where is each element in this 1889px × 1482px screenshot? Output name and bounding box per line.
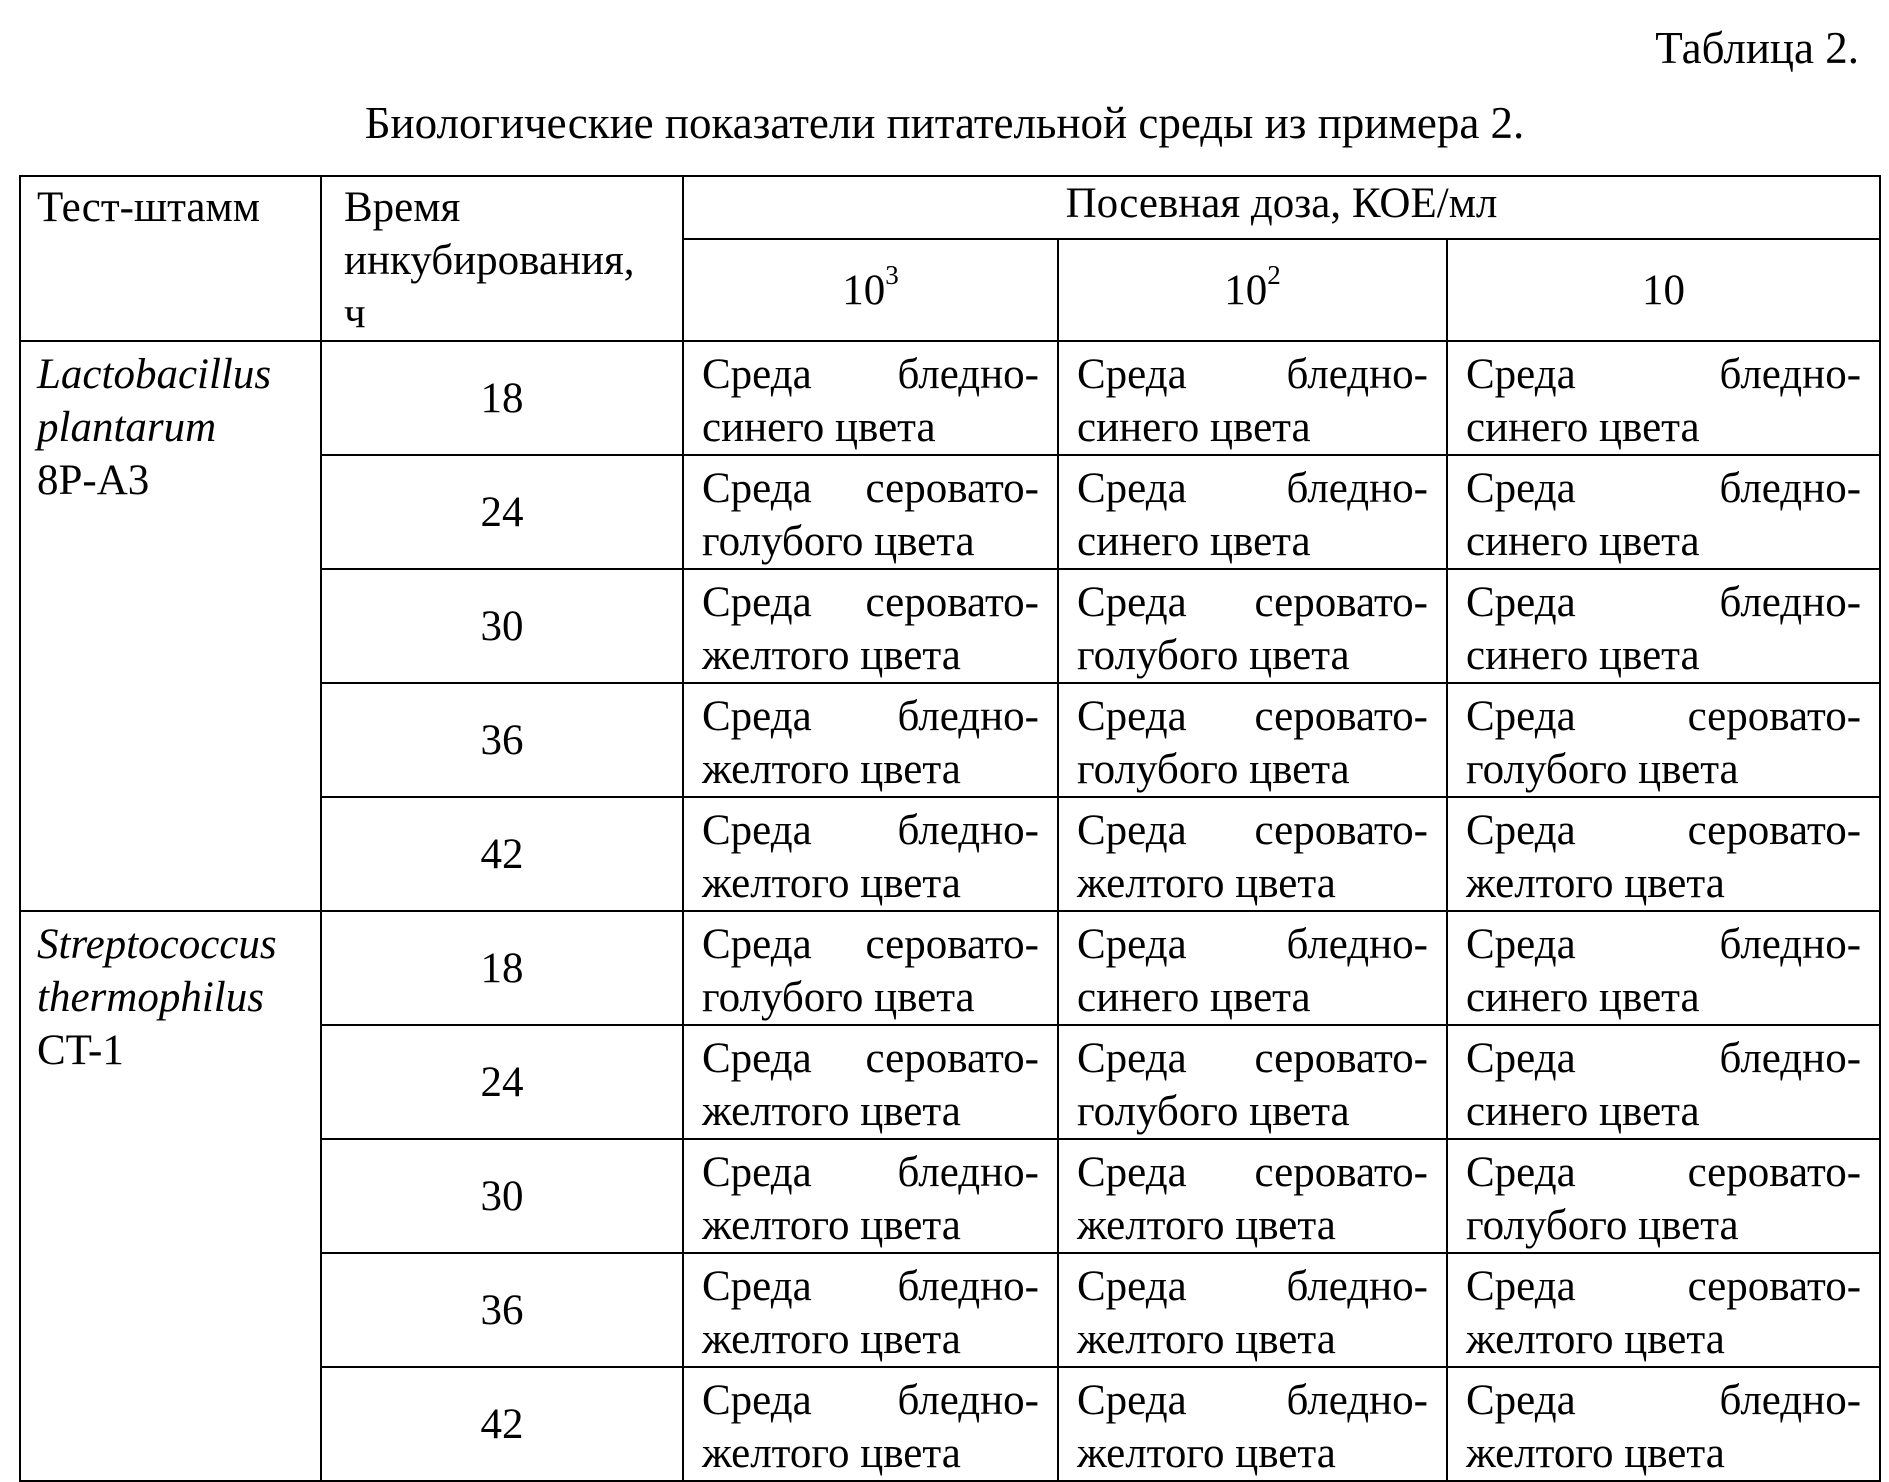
result-line-2: желтого цвета (1466, 860, 1725, 907)
result-line-1 (1077, 576, 1428, 629)
time-cell: 24 (321, 1025, 683, 1139)
result-cell (683, 1139, 1058, 1253)
result-cell (1058, 1139, 1447, 1253)
result-line-2: желтого цвета (702, 746, 961, 793)
result-cell (1447, 455, 1880, 569)
result-cell (683, 1253, 1058, 1367)
result-word-1: Среда (1077, 1263, 1187, 1310)
result-cell (683, 797, 1058, 911)
result-cell (1058, 455, 1447, 569)
strain-code: 8P-A3 (37, 457, 150, 504)
result-line-1 (1466, 1146, 1861, 1199)
time-cell: 42 (321, 1367, 683, 1481)
result-word-1: Среда (1077, 351, 1187, 398)
result-line-2: синего цвета (1466, 404, 1700, 451)
strain-genus: Lactobacillus (37, 351, 272, 398)
result-line-2: желтого цвета (1077, 860, 1336, 907)
header-dose-3 (1447, 239, 1880, 341)
result-line-1 (702, 1260, 1039, 1313)
result-cell (1447, 1139, 1880, 1253)
result-line-2: желтого цвета (1077, 1202, 1336, 1249)
time-cell: 42 (321, 797, 683, 911)
header-time-line3: ч (344, 290, 366, 337)
result-word-1: Среда (702, 693, 812, 740)
strain-code: CT-1 (37, 1027, 124, 1074)
result-word-2: бледно- (1719, 465, 1862, 512)
result-cell (1447, 569, 1880, 683)
result-line-1 (1466, 804, 1861, 857)
result-word-2: бледно- (1286, 465, 1428, 512)
result-word-2: бледно- (1286, 1263, 1428, 1310)
result-word-2: серовато- (1254, 1149, 1428, 1196)
result-cell (1447, 797, 1880, 911)
result-line-2: голубого цвета (1466, 1202, 1739, 1249)
result-cell (683, 341, 1058, 455)
strain-cell (20, 911, 321, 1481)
result-word-1: Среда (1077, 807, 1187, 854)
result-cell (1058, 911, 1447, 1025)
result-line-1 (702, 462, 1039, 515)
results-table (19, 175, 1881, 1482)
result-line-2: желтого цвета (702, 860, 961, 907)
result-word-1: Среда (702, 921, 812, 968)
result-word-2: серовато- (865, 921, 1039, 968)
result-word-1: Среда (702, 1149, 812, 1196)
result-word-2: бледно- (1719, 351, 1862, 398)
result-line-1 (1466, 348, 1861, 401)
result-line-2: синего цвета (1077, 404, 1311, 451)
dose-1-exp: 3 (885, 260, 899, 291)
result-word-1: Среда (1077, 1377, 1187, 1424)
result-cell (683, 683, 1058, 797)
result-word-1: Среда (702, 579, 812, 626)
result-line-1 (1466, 918, 1861, 971)
result-line-1 (702, 1146, 1039, 1199)
result-word-1: Среда (1466, 1149, 1576, 1196)
result-line-2: синего цвета (1077, 974, 1311, 1021)
result-cell (683, 1025, 1058, 1139)
result-line-2: голубого цвета (702, 518, 975, 565)
result-word-2: серовато- (1687, 807, 1862, 854)
result-line-2: голубого цвета (1077, 1088, 1350, 1135)
result-line-1 (1077, 1260, 1428, 1313)
result-line-1 (1077, 918, 1428, 971)
result-line-2: голубого цвета (1077, 746, 1350, 793)
time-cell: 24 (321, 455, 683, 569)
header-strain-label: Тест-штамм (37, 184, 260, 231)
table-title: Биологические показатели питательной среды из примера 2. (364, 98, 1525, 148)
result-cell (1058, 683, 1447, 797)
result-word-2: бледно- (1719, 579, 1862, 626)
result-line-1 (702, 804, 1039, 857)
result-line-2: желтого цвета (702, 632, 961, 679)
result-line-1 (1466, 462, 1861, 515)
result-word-1: Среда (1466, 351, 1576, 398)
result-word-2: серовато- (865, 579, 1039, 626)
result-word-1: Среда (702, 351, 812, 398)
result-word-1: Среда (1466, 1377, 1576, 1424)
header-time-line1: Время (344, 184, 461, 231)
result-line-1 (702, 348, 1039, 401)
result-line-1 (702, 576, 1039, 629)
header-time (321, 176, 683, 341)
result-cell (683, 911, 1058, 1025)
table-label: Таблица 2. (1655, 23, 1859, 73)
header-dose (683, 176, 1880, 239)
dose-2-exp: 2 (1267, 260, 1281, 291)
result-word-2: серовато- (865, 1035, 1039, 1082)
result-line-1 (1466, 690, 1861, 743)
strain-species: plantarum (37, 404, 217, 451)
result-cell (1447, 1367, 1880, 1481)
result-line-1 (1077, 1374, 1428, 1427)
result-word-2: бледно- (897, 1377, 1039, 1424)
result-word-1: Среда (1077, 1035, 1187, 1082)
result-word-2: бледно- (1286, 351, 1428, 398)
result-word-2: бледно- (1719, 1377, 1862, 1424)
result-word-2: бледно- (1286, 1377, 1428, 1424)
result-word-1: Среда (702, 807, 812, 854)
result-line-1 (1077, 804, 1428, 857)
result-line-1 (1077, 462, 1428, 515)
result-cell (1447, 341, 1880, 455)
result-line-2: желтого цвета (702, 1088, 961, 1135)
result-word-2: бледно- (1719, 1035, 1862, 1082)
result-word-1: Среда (1466, 807, 1576, 854)
result-line-2: синего цвета (1466, 974, 1700, 1021)
result-cell (1058, 1025, 1447, 1139)
result-cell (683, 1367, 1058, 1481)
result-line-2: синего цвета (1466, 632, 1700, 679)
result-word-2: серовато- (1687, 693, 1862, 740)
result-line-2: желтого цвета (1466, 1430, 1725, 1477)
result-word-2: серовато- (1687, 1263, 1862, 1310)
result-cell (1447, 911, 1880, 1025)
result-cell (1058, 1253, 1447, 1367)
result-word-2: бледно- (1719, 921, 1862, 968)
result-word-1: Среда (1466, 921, 1576, 968)
result-cell (1058, 569, 1447, 683)
result-word-2: серовато- (865, 465, 1039, 512)
result-line-2: голубого цвета (1466, 746, 1739, 793)
result-line-2: голубого цвета (1077, 632, 1350, 679)
result-line-2: синего цвета (1466, 518, 1700, 565)
result-line-1 (702, 690, 1039, 743)
time-cell: 36 (321, 683, 683, 797)
result-word-2: серовато- (1254, 1035, 1428, 1082)
result-word-1: Среда (1077, 579, 1187, 626)
result-line-2: синего цвета (1077, 518, 1311, 565)
header-time-line2: инкубирования, (344, 237, 635, 284)
result-line-1 (702, 1374, 1039, 1427)
result-word-1: Среда (1077, 693, 1187, 740)
result-cell (683, 569, 1058, 683)
header-dose-label: Посевная доза, КОЕ/мл (1065, 180, 1498, 227)
result-word-2: серовато- (1254, 579, 1428, 626)
result-line-1 (1466, 576, 1861, 629)
result-line-1 (1077, 348, 1428, 401)
result-cell (1447, 1253, 1880, 1367)
result-word-1: Среда (1466, 1263, 1576, 1310)
time-cell: 18 (321, 911, 683, 1025)
result-word-2: серовато- (1687, 1149, 1862, 1196)
result-cell (683, 455, 1058, 569)
result-line-1 (702, 918, 1039, 971)
strain-cell (20, 341, 321, 911)
result-word-2: бледно- (897, 1149, 1039, 1196)
result-word-2: бледно- (897, 693, 1039, 740)
strain-species: thermophilus (37, 974, 264, 1021)
result-line-1 (1466, 1032, 1861, 1085)
dose-3-base: 10 (1642, 266, 1685, 314)
result-line-1 (702, 1032, 1039, 1085)
result-word-1: Среда (1077, 921, 1187, 968)
time-cell: 18 (321, 341, 683, 455)
result-word-1: Среда (1466, 579, 1576, 626)
result-line-2: желтого цвета (1077, 1316, 1336, 1363)
result-line-1 (1466, 1260, 1861, 1313)
result-word-2: бледно- (897, 1263, 1039, 1310)
header-strain (20, 176, 321, 341)
time-cell: 30 (321, 1139, 683, 1253)
time-cell: 36 (321, 1253, 683, 1367)
result-word-2: серовато- (1254, 807, 1428, 854)
result-word-2: бледно- (897, 807, 1039, 854)
time-cell: 30 (321, 569, 683, 683)
header-row-1 (20, 176, 1880, 239)
result-line-2: желтого цвета (702, 1202, 961, 1249)
result-word-1: Среда (702, 1035, 812, 1082)
result-word-1: Среда (702, 1377, 812, 1424)
dose-1-base: 10 (842, 266, 886, 314)
result-word-1: Среда (1466, 1035, 1576, 1082)
result-line-2: синего цвета (1466, 1088, 1700, 1135)
result-word-1: Среда (1466, 465, 1576, 512)
result-cell (1058, 1367, 1447, 1481)
result-word-1: Среда (702, 1263, 812, 1310)
result-word-1: Среда (1077, 1149, 1187, 1196)
result-word-2: серовато- (1254, 693, 1428, 740)
result-line-2: синего цвета (702, 404, 936, 451)
result-line-1 (1077, 690, 1428, 743)
result-line-2: желтого цвета (702, 1430, 961, 1477)
result-line-1 (1077, 1146, 1428, 1199)
result-word-1: Среда (1466, 693, 1576, 740)
result-line-2: желтого цвета (702, 1316, 961, 1363)
result-line-1 (1466, 1374, 1861, 1427)
result-word-1: Среда (1077, 465, 1187, 512)
table-row (20, 341, 1880, 455)
dose-2-base: 10 (1224, 266, 1268, 314)
result-line-2: голубого цвета (702, 974, 975, 1021)
result-line-2: желтого цвета (1466, 1316, 1725, 1363)
result-word-2: бледно- (1286, 921, 1428, 968)
strain-genus: Streptococcus (37, 921, 277, 968)
table-row (20, 911, 1880, 1025)
header-dose-1 (683, 239, 1058, 341)
result-cell (1058, 341, 1447, 455)
result-cell (1447, 683, 1880, 797)
result-cell (1058, 797, 1447, 911)
result-line-2: желтого цвета (1077, 1430, 1336, 1477)
header-dose-2 (1058, 239, 1447, 341)
result-word-1: Среда (702, 465, 812, 512)
result-cell (1447, 1025, 1880, 1139)
result-word-2: бледно- (897, 351, 1039, 398)
result-line-1 (1077, 1032, 1428, 1085)
